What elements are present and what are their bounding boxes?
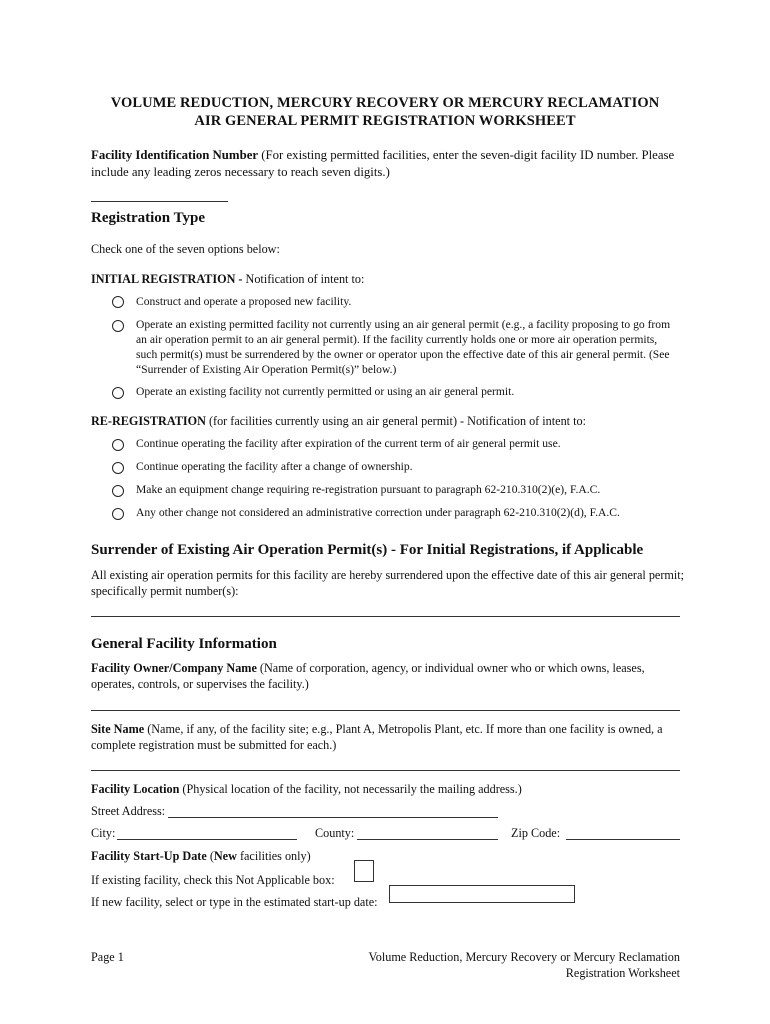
site-name-label: Site Name xyxy=(91,722,145,736)
document-title-line-1: VOLUME REDUCTION, MERCURY RECOVERY OR MERCURY RECLAMATION xyxy=(110,95,660,111)
startup-text: facilities only) xyxy=(236,849,311,863)
facility-id-instructions xyxy=(91,147,681,181)
option-initial-operate-permitted: Operate an existing permitted facility not currently using an air general permit (e.g., a facility proposing to go from an air operation permit to an air general permit). If the facility currently holds one or more air operation permits, such permit(s) must be surrendered by the owner or operator upon the effective date of this air general permit. (See “Surrender of Existing Air Operation Permit(s)” below.) xyxy=(136,318,671,376)
registration-type-instruction: Check one of the seven options below: xyxy=(91,242,280,256)
registration-type-heading: Registration Type xyxy=(91,210,206,226)
footer-document-title: Volume Reduction, Mercury Recovery or Mercury Reclamation xyxy=(368,950,680,964)
re-registration-heading xyxy=(91,414,586,429)
option-rereg-equipment-change: Make an equipment change requiring re-registration pursuant to paragraph 62-210.310(2)(e), F.A.C. xyxy=(136,483,601,496)
startup-date-label: Facility Start-Up Date xyxy=(91,849,207,863)
location-text: (Physical location of the facility, not necessarily the mailing address.) xyxy=(179,782,522,796)
city-label: City: xyxy=(91,826,116,840)
location-instructions xyxy=(91,781,686,797)
radio-initial-operate-permitted[interactable] xyxy=(112,320,124,332)
surrender-heading: Surrender of Existing Air Operation Permit(s) - For Initial Registrations, if Applicable xyxy=(91,542,644,558)
street-address-label: Street Address: xyxy=(91,804,166,818)
initial-registration-text: Notification of intent to: xyxy=(245,272,365,286)
footer-document-subtitle: Registration Worksheet xyxy=(565,966,680,980)
site-instructions xyxy=(91,721,686,753)
owner-name-input-line[interactable] xyxy=(91,709,680,711)
re-registration-label: RE-REGISTRATION xyxy=(91,414,206,428)
street-address-input-line[interactable] xyxy=(168,816,498,818)
city-input-line[interactable] xyxy=(117,838,297,840)
startup-new-label: New xyxy=(213,849,237,863)
site-name-input-line[interactable] xyxy=(91,769,680,771)
radio-initial-construct[interactable] xyxy=(112,296,124,308)
facility-id-input-line[interactable] xyxy=(91,200,228,202)
document-title-line-2: AIR GENERAL PERMIT REGISTRATION WORKSHEET xyxy=(194,113,576,129)
facility-id-text: (For existing permitted facilities, enter the seven-digit facility ID number. Please include any leading zeros necessary to reach seven digits.) xyxy=(91,148,675,179)
radio-initial-operate-unpermitted[interactable] xyxy=(112,387,124,399)
option-rereg-ownership: Continue operating the facility after a change of ownership. xyxy=(136,460,413,473)
option-rereg-expiration: Continue operating the facility after expiration of the current term of air general permit use. xyxy=(136,437,561,450)
radio-rereg-other-change[interactable] xyxy=(112,508,124,520)
radio-rereg-equipment-change[interactable] xyxy=(112,485,124,497)
zip-code-label: Zip Code: xyxy=(511,826,561,840)
facility-id-label: Facility Identification Number xyxy=(91,148,259,162)
re-registration-text: (for facilities currently using an air general permit) - Notification of intent to: xyxy=(205,414,586,428)
permit-numbers-input-line[interactable] xyxy=(91,615,680,617)
location-label: Facility Location xyxy=(91,782,180,796)
radio-rereg-expiration[interactable] xyxy=(112,439,124,451)
estimated-startup-label: If new facility, select or type in the estimated start-up date: xyxy=(91,895,378,909)
option-initial-construct: Construct and operate a proposed new facility. xyxy=(136,295,352,308)
startup-date-heading xyxy=(91,849,311,864)
option-initial-operate-unpermitted: Operate an existing facility not currently permitted or using an air general permit. xyxy=(136,385,515,398)
owner-instructions xyxy=(91,660,686,692)
radio-rereg-ownership[interactable] xyxy=(112,462,124,474)
county-input-line[interactable] xyxy=(357,838,498,840)
not-applicable-checkbox[interactable] xyxy=(354,860,374,882)
option-rereg-other-change: Any other change not considered an administrative correction under paragraph 62-210.310(2)(d), F.A.C. xyxy=(136,506,620,519)
owner-label: Facility Owner/Company Name xyxy=(91,661,257,675)
zip-code-input-line[interactable] xyxy=(566,838,680,840)
not-applicable-label: If existing facility, check this Not Applicable box: xyxy=(91,873,335,887)
general-facility-heading: General Facility Information xyxy=(91,636,277,652)
page-number: Page 1 xyxy=(91,950,124,964)
initial-registration-label: INITIAL REGISTRATION - xyxy=(91,272,246,286)
site-name-text: (Name, if any, of the facility site; e.g., Plant A, Metropolis Plant, etc. If more than one facility is owned, a complete registration must be submitted for each.) xyxy=(91,722,663,752)
county-label: County: xyxy=(315,826,355,840)
owner-text: (Name of corporation, agency, or individual owner who or which owns, leases, operates, controls, or supervises the facility.) xyxy=(91,661,645,691)
initial-registration-heading xyxy=(91,272,364,287)
startup-paren: ( xyxy=(206,849,214,863)
surrender-text: All existing air operation permits for this facility are hereby surrendered upon the effective date of this air general permit; specifically permit number(s): xyxy=(91,568,685,598)
estimated-startup-date-field[interactable] xyxy=(389,885,575,903)
